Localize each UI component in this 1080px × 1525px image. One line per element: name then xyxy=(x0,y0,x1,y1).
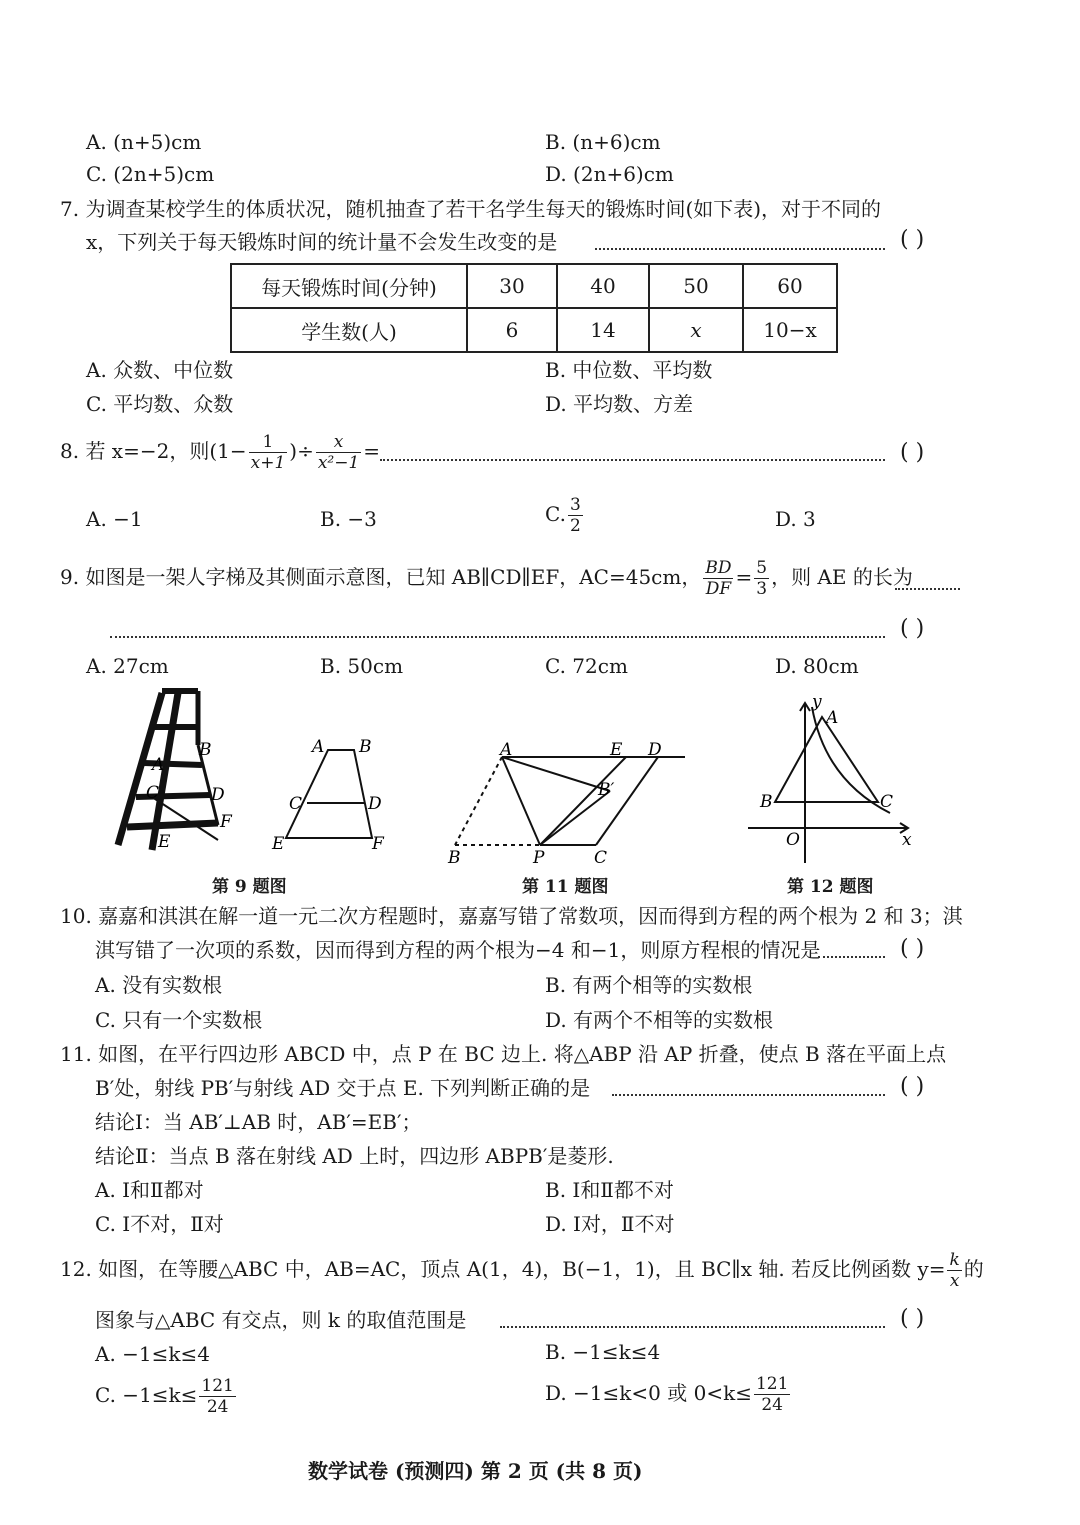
q9-leader-dots-line1 xyxy=(895,588,960,590)
q7-option-d: D. 平均数、方差 xyxy=(545,392,694,416)
axis-label-y: y xyxy=(812,692,822,712)
q7-leader-dots xyxy=(595,248,885,250)
q10-leader-dots xyxy=(818,956,885,958)
table-cell: x xyxy=(649,308,743,352)
q7-option-b: B. 中位数、平均数 xyxy=(545,358,713,382)
ladder-label-d: D xyxy=(211,785,225,805)
para-label-e: E xyxy=(610,740,623,760)
q8-option-c: C. $\frac{3}{2}$ xyxy=(545,495,581,536)
q11-conclusion-1: 结论Ⅰ：当 AB′⊥AB 时，AB′=EB′； xyxy=(95,1110,422,1134)
q12-option-d: D. −1≤k<0 或 0<k≤ $\frac{121}{24}$ xyxy=(545,1374,789,1415)
origin-label: O xyxy=(786,830,800,850)
q9-leader-dots-line2 xyxy=(110,636,885,638)
para-label-c: C xyxy=(594,848,608,868)
q6-option-c: C. (2n+5)cm xyxy=(86,162,215,186)
ladder-label-b: B xyxy=(199,740,212,760)
q12-leader-dots xyxy=(500,1326,885,1328)
table-header-cell: 每天锻炼时间(分钟) xyxy=(231,264,467,308)
ladder-label-a: A xyxy=(152,755,165,775)
tri-label-c: C xyxy=(880,792,894,812)
q8-option-d: D. 3 xyxy=(775,507,816,531)
q7-answer-paren: ( ) xyxy=(900,227,925,252)
q11-leader-dots xyxy=(612,1094,885,1096)
trap-label-e: E xyxy=(272,834,285,854)
q9-fraction-5-3: $\frac{5}{3}$ xyxy=(756,558,768,599)
ladder-label-f: F xyxy=(220,812,232,832)
q6-option-a: A. (n+5)cm xyxy=(86,130,202,154)
q12-option-a: A. −1≤k≤4 xyxy=(95,1342,210,1366)
page-footer: 数学试卷 (预测四) 第 2 页 (共 8 页) xyxy=(308,1459,643,1483)
q9-option-d: D. 80cm xyxy=(775,654,859,678)
axis-label-x: x xyxy=(902,830,912,850)
q8-mid: )÷ xyxy=(289,439,314,463)
figure-12-caption: 第 12 题图 xyxy=(787,877,874,897)
table-header-cell: 40 xyxy=(557,264,649,308)
q10-stem-line2: 淇写错了一次项的系数，因而得到方程的两个根为−4 和−1，则原方程根的情况是 xyxy=(95,938,821,962)
tri-label-b: B xyxy=(760,792,773,812)
trap-label-a: A xyxy=(312,737,325,757)
q12-answer-paren: ( ) xyxy=(900,1306,925,1331)
q9-option-c: C. 72cm xyxy=(545,654,628,678)
trap-label-c: C xyxy=(289,794,303,814)
trap-label-d: D xyxy=(368,794,382,814)
q6-option-b: B. (n+6)cm xyxy=(545,130,661,154)
table-cell: 14 xyxy=(557,308,649,352)
q8-stem xyxy=(60,432,380,473)
para-label-p: P xyxy=(533,848,545,868)
figures-strip xyxy=(100,685,930,870)
q10-option-c: C. 只有一个实数根 xyxy=(95,1008,263,1032)
para-label-a: A xyxy=(500,740,513,760)
trap-label-f: F xyxy=(372,834,384,854)
table-cell: 6 xyxy=(467,308,557,352)
q7-stem-line2: x，下列关于每天锻炼时间的统计量不会发生改变的是 xyxy=(86,230,558,254)
q7-option-c: C. 平均数、众数 xyxy=(86,392,234,416)
q8-leader-dots xyxy=(380,459,885,461)
q12-fraction-k-x: $\frac{k}{x}$ xyxy=(949,1250,960,1291)
q8-fraction-2: $\frac{x}{\text{x²−1}}$ xyxy=(317,432,360,473)
table-cell: 学生数(人) xyxy=(231,308,467,352)
q7-option-a: A. 众数、中位数 xyxy=(86,358,234,382)
q8-prefix: 8. 若 x=−2，则(1− xyxy=(60,439,247,463)
para-label-d: D xyxy=(648,740,662,760)
q7-stem-line1: 7. 为调查某校学生的体质状况，随机抽查了若干名学生每天的锻炼时间(如下表)，对于不同的 xyxy=(60,197,882,221)
ladder-label-e: E xyxy=(158,832,171,852)
table-header-cell: 30 xyxy=(467,264,557,308)
q9-stem-line1: 9. 如图是一架人字梯及其侧面示意图，已知 AB∥CD∥EF，AC=45cm， $\frac{BD}{DF}$ = $\frac{5}{3}$ ，则 AE 的长为 xyxy=(60,558,913,599)
q12-stem-line1: 12. 如图，在等腰△ABC 中，AB=AC，顶点 A(1，4)，B(−1，1)，且 BC∥x 轴. 若反比例函数 y= $\frac{k}{x}$ 的 xyxy=(60,1250,984,1291)
q12-stem-line2: 图象与△ABC 有交点，则 k 的取值范围是 xyxy=(95,1308,467,1332)
q9-fraction-bd-df: $\frac{BD}{DF}$ xyxy=(705,558,732,599)
tri-label-a: A xyxy=(826,708,839,728)
q9-answer-paren: ( ) xyxy=(900,616,925,641)
q10-option-a: A. 没有实数根 xyxy=(95,973,223,997)
q11-option-b: B. Ⅰ和Ⅱ都不对 xyxy=(545,1178,674,1202)
q10-stem-line1: 10. 嘉嘉和淇淇在解一道一元二次方程题时，嘉嘉写错了常数项，因而得到方程的两个根为 2 和 3；淇 xyxy=(60,904,963,928)
q8-option-b: B. −3 xyxy=(320,507,377,531)
parallelogram-figure xyxy=(455,757,685,845)
q11-answer-paren: ( ) xyxy=(900,1074,925,1099)
q7-data-table xyxy=(230,263,838,353)
q10-option-d: D. 有两个不相等的实数根 xyxy=(545,1008,774,1032)
q11-stem-line1: 11. 如图，在平行四边形 ABCD 中，点 P 在 BC 边上. 将△ABP 沿 AP 折叠，使点 B 落在平面上点 xyxy=(60,1042,947,1066)
q12-option-b: B. −1≤k≤4 xyxy=(545,1340,661,1364)
q8-fraction-1: $\frac{1}{x+1}$ xyxy=(250,432,286,473)
q6-option-d: D. (2n+6)cm xyxy=(545,162,674,186)
q8-option-c-fraction: $\frac{3}{2}$ xyxy=(569,495,581,536)
q12-option-c: C. −1≤k≤ $\frac{121}{24}$ xyxy=(95,1376,234,1417)
table-header-cell: 50 xyxy=(649,264,743,308)
figure-9-caption: 第 9 题图 xyxy=(212,877,287,897)
table-row xyxy=(231,308,837,352)
figure-11-caption: 第 11 题图 xyxy=(522,877,609,897)
q10-answer-paren: ( ) xyxy=(900,936,925,961)
q11-option-c: C. Ⅰ不对，Ⅱ对 xyxy=(95,1212,224,1236)
q12-option-c-fraction: $\frac{121}{24}$ xyxy=(201,1376,234,1417)
q8-suffix: = xyxy=(363,439,381,463)
q10-option-b: B. 有两个相等的实数根 xyxy=(545,973,753,997)
q11-option-d: D. Ⅰ对，Ⅱ不对 xyxy=(545,1212,675,1236)
q8-option-a: A. −1 xyxy=(86,507,143,531)
table-header-cell: 60 xyxy=(743,264,837,308)
ladder-figure xyxy=(118,691,218,850)
q11-stem-line2: B′处，射线 PB′与射线 AD 交于点 E. 下列判断正确的是 xyxy=(95,1076,591,1100)
q12-option-d-fraction: $\frac{121}{24}$ xyxy=(755,1374,789,1415)
q8-answer-paren: ( ) xyxy=(900,440,925,465)
q11-option-a: A. Ⅰ和Ⅱ都对 xyxy=(95,1178,204,1202)
q9-option-b: B. 50cm xyxy=(320,654,404,678)
q9-option-a: A. 27cm xyxy=(86,654,169,678)
trap-label-b: B xyxy=(359,737,372,757)
para-label-b-prime: B′ xyxy=(598,780,615,800)
table-cell: 10−x xyxy=(743,308,837,352)
table-row xyxy=(231,264,837,308)
para-label-b: B xyxy=(448,848,461,868)
q11-conclusion-2: 结论Ⅱ：当点 B 落在射线 AD 上时，四边形 ABPB′是菱形. xyxy=(95,1144,614,1168)
ladder-label-c: C xyxy=(146,783,160,803)
